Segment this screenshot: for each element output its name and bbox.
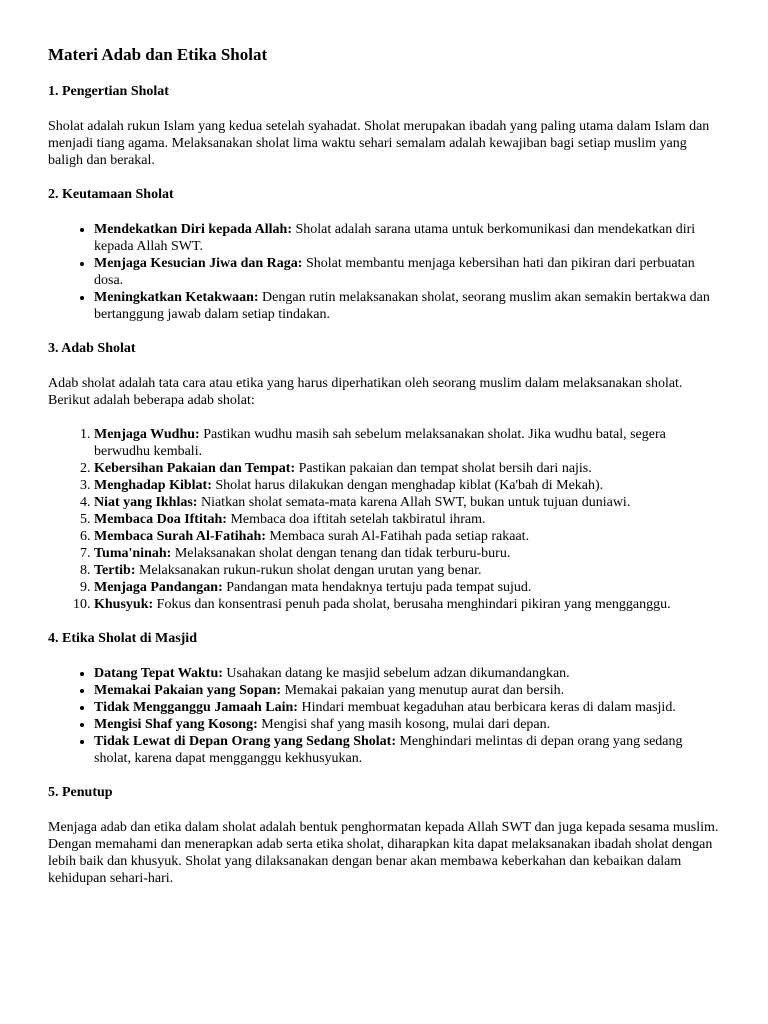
list-item-text: Memakai pakaian yang menutup aurat dan bersih. [281,683,565,698]
list-item [94,579,720,596]
section-paragraph-penutup: Menjaga adab dan etika dalam sholat adalah bentuk penghormatan kepada Allah SWT dan juga kepada sesama muslim. Dengan memahami dan menerapkan adab serta etika sholat, diharapkan kita dapat melaksanakan ibadah sholat dengan lebih baik dan khusyuk. Sholat yang dilaksanakan dengan benar akan membawa keberkahan dan kebaikan dalam kehidupan sehari-hari. [48,820,719,886]
list-item-text: Dengan rutin melaksanakan sholat, seorang muslim akan semakin bertakwa dan bertanggung jawab dalam setiap tindakan. [94,290,710,322]
list-item-text: Fokus dan konsentrasi penuh pada sholat, berusaha menghindari pikiran yang mengganggu. [153,597,671,612]
list-item [94,255,720,289]
list-item-text: Pandangan mata hendaknya tertuju pada tempat sujud. [222,580,532,595]
list-item [94,682,720,699]
section-heading-etika-masjid: 4. Etika Sholat di Masjid [48,631,197,646]
list-item [94,426,720,460]
list-item-term: Memakai Pakaian yang Sopan: [94,683,282,698]
list-item-term: Mendekatkan Diri kepada Allah: [94,222,292,237]
list-item [94,596,720,613]
list-item-text: Membaca surah Al-Fatihah pada setiap rakaat. [265,529,530,544]
list-item-term: Niat yang Ikhlas: [94,495,198,510]
list-item [94,221,720,255]
list-item [94,477,720,494]
list-item-text: Mengisi shaf yang masih kosong, mulai dari depan. [257,717,551,732]
list-item [94,511,720,528]
list-item [94,562,720,579]
list-item-text: Usahakan datang ke masjid sebelum adzan dikumandangkan. [222,666,570,681]
list-item-term: Membaca Doa Iftitah: [94,512,227,527]
list-item-term: Menjaga Wudhu: [94,427,200,442]
list-item-term: Tertib: [94,563,136,578]
list-item-term: Tidak Lewat di Depan Orang yang Sedang Sholat: [94,734,396,749]
document-title: Materi Adab dan Etika Sholat [48,45,268,64]
list-item-term: Menghadap Kiblat: [94,478,212,493]
list-item-term: Kebersihan Pakaian dan Tempat: [94,461,296,476]
list-item-term: Membaca Surah Al-Fatihah: [94,529,266,544]
list-item-text: Pastikan wudhu masih sah sebelum melaksanakan sholat. Jika wudhu batal, segera berwudhu kembali. [94,427,666,459]
list-item [94,494,720,511]
section-heading-adab: 3. Adab Sholat [48,341,136,356]
list-item [94,665,720,682]
adab-list [48,426,720,613]
list-item-text: Niatkan sholat semata-mata karena Allah SWT, bukan untuk tujuan duniawi. [197,495,631,510]
list-item-term: Meningkatkan Ketakwaan: [94,290,259,305]
list-item [94,716,720,733]
etika-masjid-list [48,665,720,767]
keutamaan-list [48,221,720,323]
list-item-text: Sholat adalah sarana utama untuk berkomunikasi dan mendekatkan diri kepada Allah SWT. [94,222,696,254]
list-item [94,528,720,545]
section-paragraph-pengertian: Sholat adalah rukun Islam yang kedua setelah syahadat. Sholat merupakan ibadah yang paling utama dalam Islam dan menjadi tiang agama. Melaksanakan sholat lima waktu sehari semalam adalah kewajiban bagi setiap muslim yang baligh dan berakal. [48,119,710,168]
list-item-text: Menghindari melintas di depan orang yang sedang sholat, karena dapat mengganggu kekhusyukan. [94,734,683,766]
section-heading-penutup: 5. Penutup [48,785,113,800]
list-item [94,289,720,323]
section-heading-pengertian: 1. Pengertian Sholat [48,84,169,99]
list-item-term: Mengisi Shaf yang Kosong: [94,717,258,732]
list-item-term: Khusyuk: [94,597,154,612]
list-item-text: Pastikan pakaian dan tempat sholat bersih dari najis. [295,461,592,476]
list-item [94,699,720,716]
list-item [94,460,720,477]
list-item-text: Melaksanakan rukun-rukun sholat dengan urutan yang benar. [135,563,482,578]
list-item-term: Menjaga Pandangan: [94,580,223,595]
list-item-term: Tuma'ninah: [94,546,172,561]
list-item-term: Datang Tepat Waktu: [94,666,223,681]
list-item-term: Tidak Mengganggu Jamaah Lain: [94,700,298,715]
list-item-text: Sholat harus dilakukan dengan menghadap kiblat (Ka'bah di Mekah). [211,478,604,493]
list-item-text: Melaksanakan sholat dengan tenang dan tidak terburu-buru. [171,546,511,561]
section-heading-keutamaan: 2. Keutamaan Sholat [48,187,174,202]
list-item [94,545,720,562]
list-item-term: Menjaga Kesucian Jiwa dan Raga: [94,256,303,271]
section-paragraph-adab: Adab sholat adalah tata cara atau etika yang harus diperhatikan oleh seorang muslim dalam melaksanakan sholat. Berikut adalah beberapa adab sholat: [48,376,683,408]
list-item [94,733,720,767]
list-item-text: Membaca doa iftitah setelah takbiratul ihram. [226,512,486,527]
list-item-text: Sholat membantu menjaga kebersihan hati dan pikiran dari perbuatan dosa. [94,256,695,288]
list-item-text: Hindari membuat kegaduhan atau berbicara keras di dalam masjid. [297,700,676,715]
